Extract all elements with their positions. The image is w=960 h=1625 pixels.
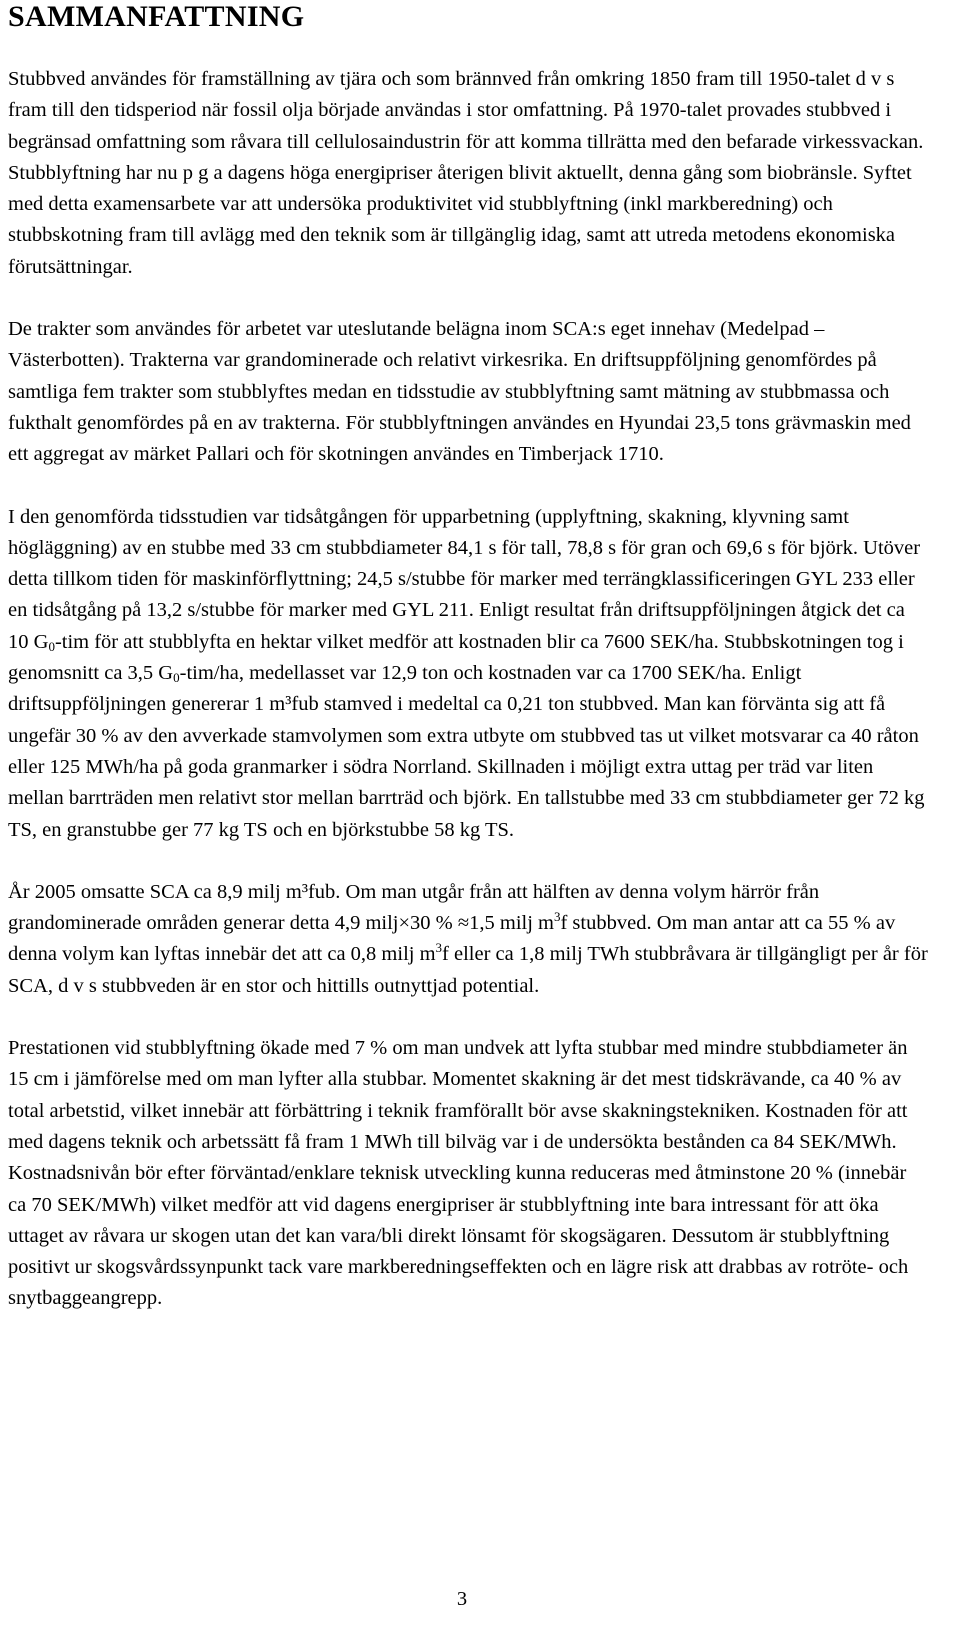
paragraph-text-segment: I den genomförda tidsstudien var tidsåtgången för upparbetning (upplyftning, skakning, klyvning samt högläggning) av en stubbe med 33 cm stubbdiameter 84,1 s för tall, 78,8 s för gran och 69,6 s för björk. Utöver detta tillkom tiden för maskinförflyttning; 24,5 s/stubbe för marker med terrängklassificeringen GYL 233 eller en tidsåtgång på 13,2 s/stubbe för marker med GYL 211. Enligt resultat från driftsuppföljningen åtgick det ca 10 G xyxy=(8,505,921,653)
section-heading: SAMMANFATTNING xyxy=(8,0,305,33)
page-number: 3 xyxy=(456,1588,468,1610)
superscript: 3 xyxy=(435,940,443,956)
paragraph-text-segment: -tim för att stubblyfta en hektar vilket medför att kostnaden blir ca 7600 SEK/ha. Stubbskotningen tog i genomsnitt ca 3,5 G xyxy=(8,630,904,685)
paragraph-text-segment: -tim/ha, medellasset var 12,9 ton och kostnaden var ca 1700 SEK/ha. Enligt driftsuppföljningen genererar 1 m³fub stamved i medeltal ca 0,21 ton stubbved. Man kan förvänta sig att få ungefär 30 % av den avverkade stamvolymen som extra utbyte om stubbved tas ut vilket motsvarar ca 40 råton eller 125 MWh/ha på goda granmarker i södra Norrland. Skillnaden i möjligt extra uttag per träd var liten mellan barrträden men relativt stor mellan barrträd och björk. En tallstubbe med 33 cm stubbdiameter ger 72 kg TS, en granstubbe ger 77 kg TS och en björkstubbe 58 kg TS. xyxy=(8,662,925,841)
paragraph-text-segment: År 2005 omsatte SCA ca 8,9 milj m³fub. Om man utgår från att hälften av denna volym härrör från grandominerade områden generar detta 4,9 milj×30 % ≈1,5 milj m xyxy=(8,880,820,935)
subscript: 0 xyxy=(48,638,55,654)
paragraph-background: Stubbved användes för framställning av tjära och som brännved från omkring 1850 fram till 1950-talet d v s fram till den tidsperiod när fossil olja började användas i stor omfattning. På 1970-talet provades stubbved i begränsad omfattning som råvara till cellulosaindustrin för att komma tillrätta med den befarade virkessvackan. Stubblyftning har nu p g a dagens höga energipriser återigen blivit aktuellt, denna gång som biobränsle. Syftet med detta examensarbete var att undersöka produktivitet vid stubblyftning (inkl markberedning) och stubbskotning fram till avlägg med den teknik som är tillgänglig idag, samt att utreda metodens ekonomiska förutsättningar. xyxy=(8,68,924,278)
paragraph-study-areas: De trakter som användes för arbetet var uteslutande belägna inom SCA:s eget innehav (Medelpad – Västerbotten). Trakterna var grandominerade och relativt virkesrika. En driftsuppföljning genomfördes på samtliga fem trakter som stubblyftes medan en tidsstudie av stubblyftning samt mätning av stubbmassa och fukthalt genomfördes på en av trakterna. För stubblyftningen användes en Hyundai 23,5 tons grävmaskin med ett aggregat av märket Pallari och för skotningen användes en Timberjack 1710. xyxy=(8,318,911,466)
paragraph-time-study-results xyxy=(8,502,928,846)
paragraph-text-segment: f stubbved. Om man antar att ca 55 % av denna volym kan lyftas innebär det att ca 0,8 milj m xyxy=(8,912,896,966)
subscript: 0 xyxy=(173,670,180,686)
paragraph-potential xyxy=(8,877,928,1002)
paragraph-text-segment: f eller ca 1,8 milj TWh stubbråvara är tillgängligt per år för SCA, d v s stubbveden är en stor och hittills outnyttjad potential. xyxy=(8,943,928,997)
paragraph-conclusions: Prestationen vid stubblyftning ökade med 7 % om man undvek att lyfta stubbar med mindre stubbdiameter än 15 cm i jämförelse med om man lyfter alla stubbar. Momentet skakning är det mest tidskrävande, ca 40 % av total arbetstid, vilket innebär att förbättring i teknik framförallt bör avse skakningstekniken. Kostnaden för att med dagens teknik och arbetssätt få fram 1 MWh till bilväg var i de undersökta bestånden ca 84 SEK/MWh. Kostnadsnivån bör efter förväntad/enklare teknisk utveckling kunna reduceras med åtminstone 20 % (innebär ca 70 SEK/MWh) vilket medför att vid dagens energipriser är stubblyftning inte bara intressant för att öka uttaget av råvara ur skogen utan det kan vara/bli direkt lönsamt för skogsägaren. Dessutom är stubblyftning positivt ur skogsvårdssynpunkt tack vare markberedningseffekten och en lägre risk att drabbas av rotröte- och snytbaggeangrepp. xyxy=(8,1037,909,1310)
superscript: 3 xyxy=(553,909,561,925)
